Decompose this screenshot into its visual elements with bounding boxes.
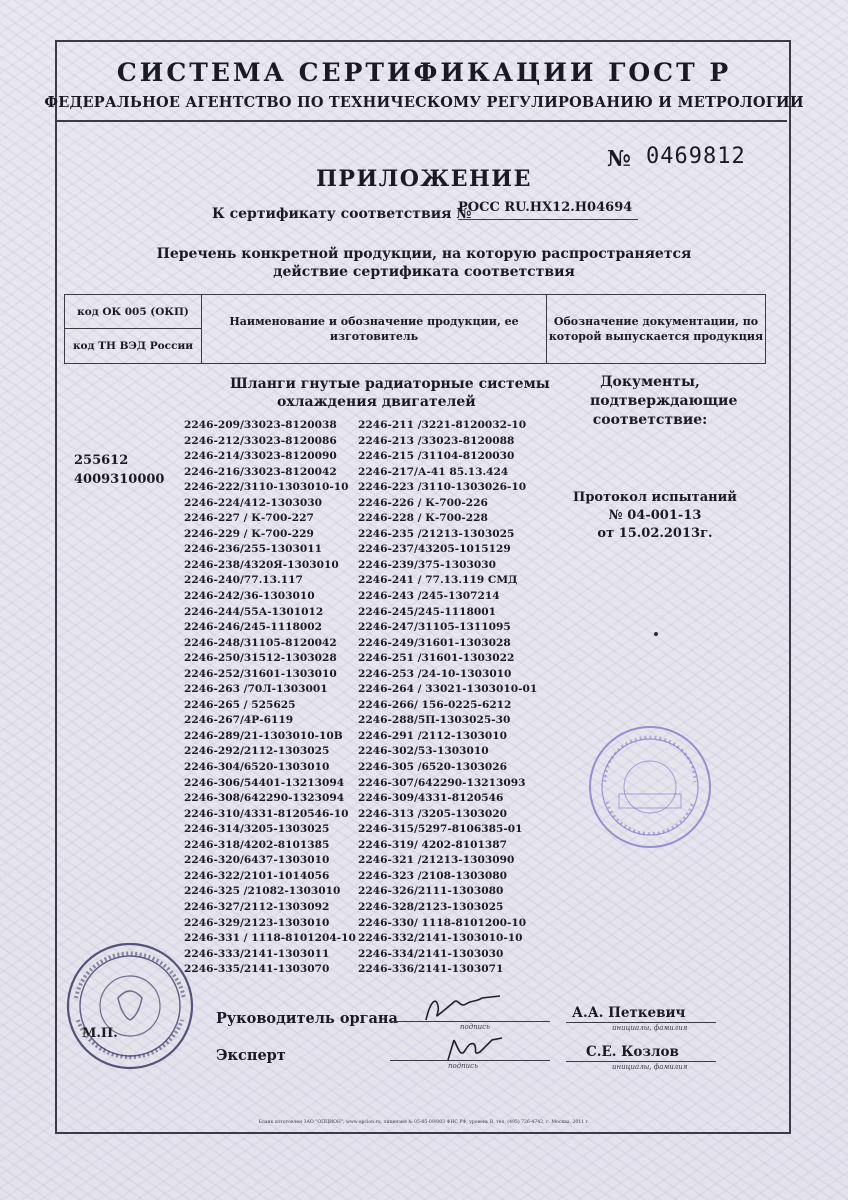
designation-right: 2246-326/2111-1303080 (358, 885, 504, 898)
designation-left: 2246-244/55А-1301012 (184, 605, 324, 618)
list-item (184, 651, 554, 667)
expert-name: С.Е. Козлов (586, 1044, 679, 1060)
list-item (184, 916, 554, 932)
test-protocol-line1: Протокол испытаний (573, 490, 737, 505)
list-item (184, 480, 554, 496)
designation-right: 2246-305 /6520-1303026 (358, 761, 508, 774)
head-name: А.А. Петкевич (572, 1005, 686, 1021)
designation-right: 2246-266/ 156-0225-6212 (358, 698, 512, 711)
appendix-title: ПРИЛОЖЕНИЕ (316, 166, 532, 192)
designation-left: 2246-265 / 525625 (184, 698, 296, 711)
documentation-header: Обозначение документации, по которой выпускается продукция (548, 315, 764, 343)
list-item (184, 589, 554, 605)
list-item (184, 807, 554, 823)
head-signature-caption: подпись (460, 1023, 490, 1031)
columns-header-table (64, 294, 766, 364)
tnved-code-header: код ТН ВЭД России (65, 329, 202, 363)
designation-right: 2246-313 /3205-1303020 (358, 807, 508, 820)
list-item (184, 729, 554, 745)
list-item (184, 947, 554, 963)
list-item (184, 527, 554, 543)
designation-left: 2246-236/255-1303011 (184, 543, 322, 556)
scope-text-line1: Перечень конкретной продукции, на которую распространяется (156, 246, 692, 262)
certificate-number-underline (458, 219, 638, 220)
designation-left: 2246-212/33023-8120086 (184, 434, 337, 447)
tnved-code-value: 4009310000 (74, 472, 165, 487)
form-number: 0469812 (646, 144, 746, 169)
list-item (184, 465, 554, 481)
list-item (184, 667, 554, 683)
designation-right: 2246-334/2141-1303030 (358, 947, 504, 960)
system-title: СИСТЕМА СЕРТИФИКАЦИИ ГОСТ Р (116, 58, 732, 87)
designation-right: 2246-237/43205-1015129 (358, 543, 511, 556)
list-item (184, 682, 554, 698)
certificate-number: РОСС RU.HX12.H04694 (458, 200, 633, 215)
designation-left: 2246-325 /21082-1303010 (184, 885, 341, 898)
expert-label: Эксперт (216, 1047, 286, 1064)
designation-left: 2246-322/2101-1014056 (184, 869, 330, 882)
agency-title: ФЕДЕРАЛЬНОЕ АГЕНТСТВО ПО ТЕХНИЧЕСКОМУ РЕГУЛИРОВАНИЮ И МЕТРОЛОГИИ (44, 94, 804, 111)
designation-left: 2246-248/31105-8120042 (184, 636, 337, 649)
designation-right: 2246-253 /24-10-1303010 (358, 667, 512, 680)
designation-right: 2246-241 / 77.13.119 СМД (358, 574, 518, 587)
designation-right: 2246-319/ 4202-8101387 (358, 838, 508, 851)
designation-left: 2246-224/412-1303030 (184, 496, 322, 509)
designation-left: 2246-292/2112-1303025 (184, 745, 330, 758)
list-item (184, 869, 554, 885)
list-item (184, 900, 554, 916)
list-item (184, 931, 554, 947)
test-protocol-date: от 15.02.2013г. (597, 526, 713, 541)
list-item (184, 636, 554, 652)
designation-right: 2246-336/2141-1303071 (358, 963, 504, 976)
head-of-body-label: Руководитель органа (216, 1010, 398, 1027)
seal-place-label: М.П. (82, 1026, 118, 1041)
designation-left: 2246-263 /70Л-1303001 (184, 683, 328, 696)
product-name-line1: Шланги гнутые радиаторные системы (230, 376, 550, 392)
list-item (184, 434, 554, 450)
certification-body-stamp (585, 722, 715, 852)
list-item (184, 542, 554, 558)
designation-left: 2246-246/245-1118002 (184, 621, 322, 634)
designation-left: 2246-314/3205-1303025 (184, 823, 330, 836)
designation-right: 2246-288/5П-1303025-30 (358, 714, 511, 727)
certificate-reference-label: К сертификату соответствия № (212, 206, 472, 222)
designation-left: 2246-327/2112-1303092 (184, 900, 330, 913)
designation-left: 2246-229 / К-700-229 (184, 527, 314, 540)
expert-signature-caption: подпись (448, 1062, 478, 1070)
designation-right: 2246-315/5297-8106385-01 (358, 823, 523, 836)
designation-right: 2246-245/245-1118001 (358, 605, 496, 618)
designation-left: 2246-216/33023-8120042 (184, 465, 337, 478)
list-item (184, 698, 554, 714)
ink-speck (654, 632, 658, 636)
list-item (184, 838, 554, 854)
designation-left: 2246-250/31512-1303028 (184, 652, 337, 665)
product-name-line2: охлаждения двигателей (277, 394, 476, 410)
designation-right: 2246-226 / К-700-226 (358, 496, 488, 509)
designation-left: 2246-238/4320Я-1303010 (184, 558, 339, 571)
head-signature (420, 992, 510, 1026)
designation-right: 2246-228 / К-700-228 (358, 512, 488, 525)
designation-right: 2246-328/2123-1303025 (358, 900, 504, 913)
designation-left: 2246-310/4331-8120546-10 (184, 807, 349, 820)
form-number-sign: № (607, 146, 631, 172)
designation-left: 2246-267/4Р-6119 (184, 714, 294, 727)
documents-heading-line1: Документы, (600, 374, 700, 390)
designation-right: 2246-302/53-1303010 (358, 745, 489, 758)
list-item (184, 573, 554, 589)
list-item (184, 449, 554, 465)
designation-right: 2246-215 /31104-8120030 (358, 450, 515, 463)
designation-left: 2246-306/54401-13213094 (184, 776, 345, 789)
designation-left: 2246-289/21-1303010-10В (184, 729, 343, 742)
list-item (184, 620, 554, 636)
list-item (184, 605, 554, 621)
documents-heading-line3: соответствие: (592, 412, 708, 428)
designation-left: 2246-308/642290-1323094 (184, 792, 345, 805)
designation-left: 2246-242/36-1303010 (184, 590, 315, 603)
test-protocol-number: № 04-001-13 (608, 508, 702, 523)
list-item (184, 496, 554, 512)
form-print-note: Бланк изготовлен ЗАО "ОПЦИОН", www.opcion.ru, лицензия № 05-05-09/003 ФНС РФ, уровень В, тел. (495) 726-4742, г. Москва, 2011 г. (258, 1120, 590, 1125)
list-item (184, 791, 554, 807)
designation-right: 2246-223 /3110-1303026-10 (358, 481, 527, 494)
list-item (184, 884, 554, 900)
expert-name-line (566, 1061, 716, 1062)
designation-right: 2246-247/31105-1311095 (358, 621, 511, 634)
designation-right: 2246-239/375-1303030 (358, 558, 496, 571)
designation-right: 2246-323 /2108-1303080 (358, 869, 508, 882)
list-item (184, 853, 554, 869)
designation-left: 2246-335/2141-1303070 (184, 963, 330, 976)
designation-right: 2246-330/ 1118-8101200-10 (358, 916, 527, 929)
designation-right: 2246-211 /3221-8120032-10 (358, 419, 527, 431)
designation-right: 2246-321 /21213-1303090 (358, 854, 515, 867)
expert-name-caption: инициалы, фамилия (612, 1063, 688, 1071)
header-divider (57, 120, 787, 122)
okp-code-value: 255612 (74, 453, 129, 468)
designation-right: 2246-213 /33023-8120088 (358, 434, 515, 447)
product-designation-list (184, 418, 554, 978)
designation-right: 2246-217/А-41 85.13.424 (358, 465, 509, 478)
designation-left: 2246-318/4202-8101385 (184, 838, 330, 851)
list-item (184, 760, 554, 776)
organization-seal (62, 938, 198, 1074)
designation-right: 2246-332/2141-1303010-10 (358, 932, 523, 945)
list-item (184, 558, 554, 574)
designation-right: 2246-291 /2112-1303010 (358, 729, 508, 742)
designation-left: 2246-214/33023-8120090 (184, 450, 337, 463)
scope-text-line2: действие сертификата соответствия (273, 264, 575, 280)
designation-left: 2246-329/2123-1303010 (184, 916, 330, 929)
head-name-line (566, 1022, 716, 1023)
designation-right: 2246-243 /245-1307214 (358, 590, 500, 603)
list-item (184, 713, 554, 729)
designation-left: 2246-240/77.13.117 (184, 574, 303, 587)
designation-right: 2246-264 / 33021-1303010-01 (358, 683, 538, 696)
designation-right: 2246-249/31601-1303028 (358, 636, 511, 649)
okp-code-header: код ОК 005 (ОКП) (65, 295, 202, 329)
designation-left: 2246-227 / К-700-227 (184, 512, 314, 525)
documents-heading-line2: подтверждающие (590, 393, 738, 409)
designation-left: 2246-209/33023-8120038 (184, 419, 337, 431)
list-item (184, 744, 554, 760)
list-item (184, 776, 554, 792)
designation-left: 2246-320/6437-1303010 (184, 854, 330, 867)
designation-left: 2246-222/3110-1303010-10 (184, 481, 349, 494)
designation-right: 2246-235 /21213-1303025 (358, 527, 515, 540)
list-item (184, 511, 554, 527)
head-name-caption: инициалы, фамилия (612, 1024, 688, 1032)
designation-right: 2246-309/4331-8120546 (358, 792, 504, 805)
designation-left: 2246-333/2141-1303011 (184, 947, 330, 960)
list-item (184, 418, 554, 434)
designation-right: 2246-307/642290-13213093 (358, 776, 526, 789)
designation-left: 2246-252/31601-1303010 (184, 667, 337, 680)
list-item (184, 822, 554, 838)
list-item (184, 962, 554, 978)
designation-left: 2246-331 / 1118-8101204-10 (184, 932, 356, 945)
expert-signature (440, 1034, 510, 1066)
designation-right: 2246-251 /31601-1303022 (358, 652, 515, 665)
product-name-header: Наименование и обозначение продукции, ее изготовитель (202, 295, 547, 363)
designation-left: 2246-304/6520-1303010 (184, 761, 330, 774)
